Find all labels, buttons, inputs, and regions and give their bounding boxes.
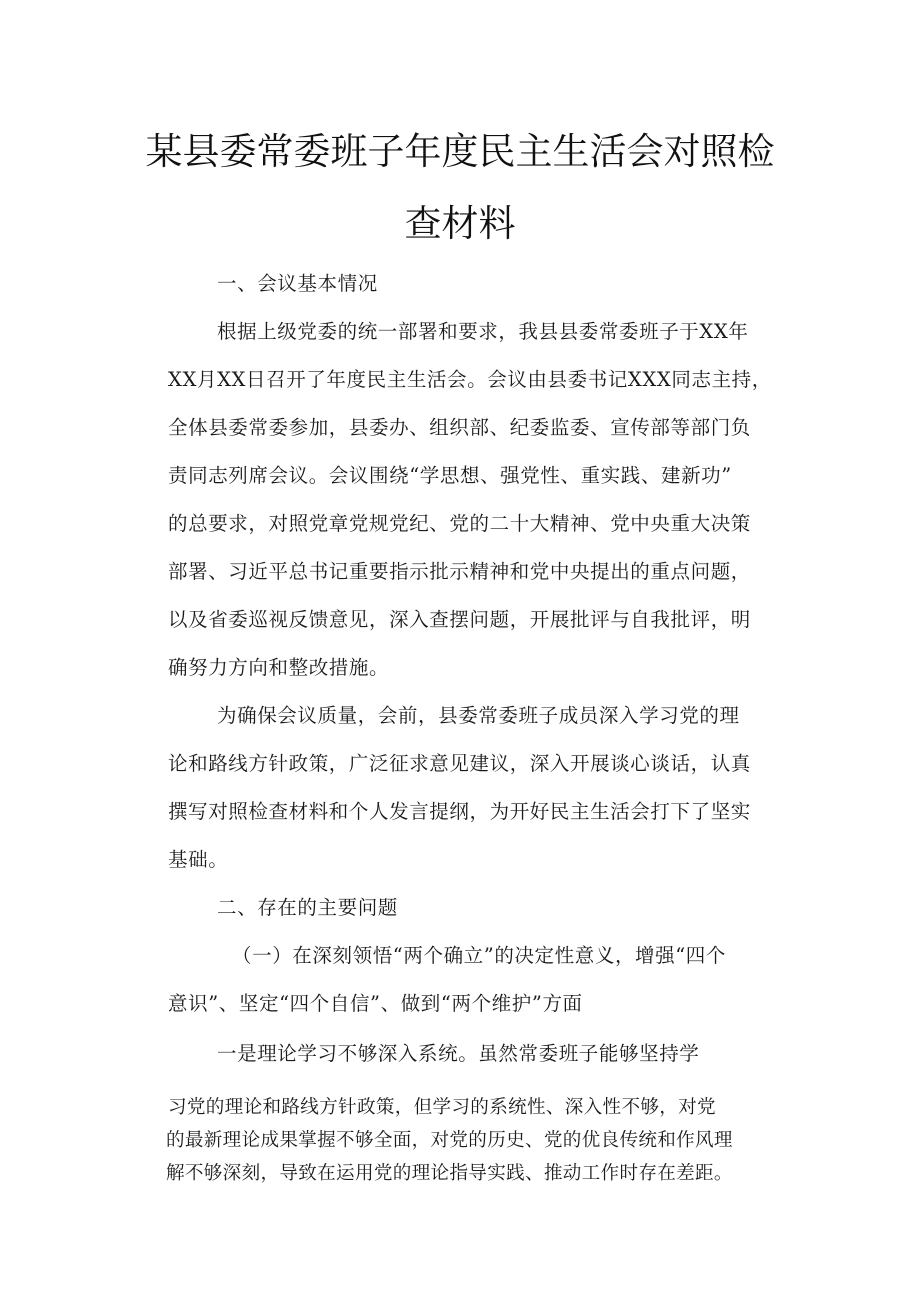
paragraph-line: 论和路线方针政策，广泛征求意见建议，深入开展谈心谈话，认真: [168, 752, 751, 775]
section-heading-2: 二、存在的主要问题: [217, 896, 398, 919]
section-heading-1: 一、会议基本情况: [217, 272, 378, 295]
paragraph-line: 基础。: [168, 848, 229, 871]
paragraph-line: 的总要求，对照党章党规党纪、党的二十大精神、党中央重大决策: [168, 512, 751, 535]
document-title-line-2: 查材料: [404, 202, 516, 245]
paragraph-line: 部署、习近平总书记重要指示批示精神和党中央提出的重点问题，: [168, 560, 751, 583]
paragraph-line: 习党的理论和路线方针政策，但学习的系统性、深入性不够，对党: [168, 1097, 716, 1118]
paragraph-line: 全体县委常委参加，县委办、组织部、纪委监委、宣传部等部门负: [168, 416, 751, 439]
paragraph-line: 为确保会议质量，会前，县委常委班子成员深入学习党的理: [217, 704, 740, 727]
paragraph-line: 的最新理论成果掌握不够全面，对党的历史、党的优良传统和作风理: [166, 1130, 733, 1151]
paragraph-line: 以及省委巡视反馈意见，深入查摆问题，开展批评与自我批评，明: [168, 608, 751, 631]
subheading-line: （一）在深刻领悟“两个确立”的决定性意义，增强“四个: [232, 944, 727, 967]
paragraph-line: XX月XX日召开了年度民主生活会。会议由县委书记XXX同志主持，: [168, 368, 772, 391]
paragraph-line: 撰写对照检查材料和个人发言提纲，为开好民主生活会打下了坚实: [168, 800, 751, 823]
paragraph-line: 确努力方向和整改措施。: [168, 656, 390, 679]
document-title-line-1: 某县委常委班子年度民主生活会对照检: [145, 130, 775, 173]
paragraph-line: 解不够深刻，导致在运用党的理论指导实践、推动工作时存在差距。: [166, 1163, 733, 1184]
paragraph-line: 责同志列席会议。会议围绕“学思想、强党性、重实践、建新功”: [168, 464, 732, 487]
paragraph-line: 根据上级党委的统一部署和要求，我县县委常委班子于XX年: [217, 320, 749, 343]
paragraph-line: 一是理论学习不够深入系统。虽然常委班子能够坚持学: [217, 1042, 700, 1065]
subheading-line: 意识”、坚定“四个自信”、做到“两个维护”方面: [168, 992, 583, 1015]
